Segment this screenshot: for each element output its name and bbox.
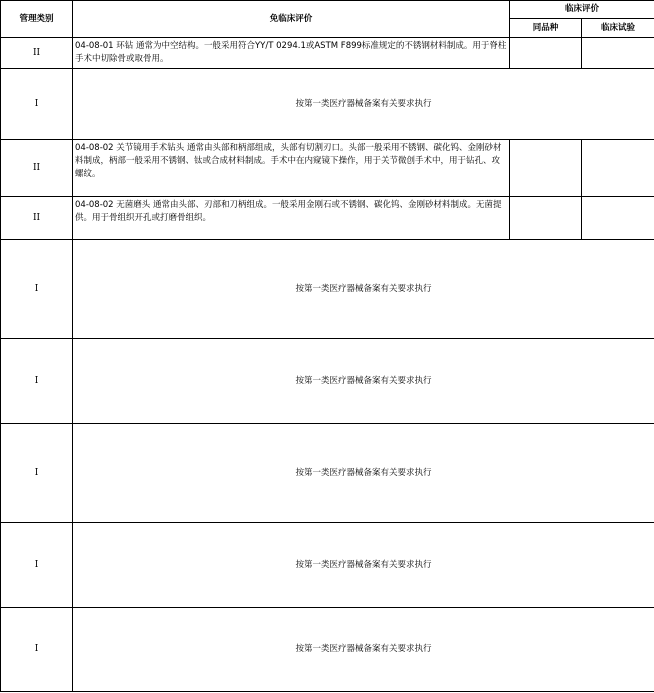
description-cell: 04-08-02 无菌磨头 通常由头部、刃部和刀柄组成。一般采用金刚石或不锈钢、碳化钨、金刚砂材料制成。无菌提供。用于骨组织开孔或打磨骨组织。 [73, 197, 510, 240]
same-variety-cell [510, 38, 582, 69]
table-row [1, 339, 654, 424]
header-mgmt-category: 管理类别 [1, 1, 73, 38]
filing-requirement-cell: 按第一类医疗器械备案有关要求执行 [73, 608, 654, 692]
header-exempt-evaluation: 免临床评价 [73, 1, 510, 38]
category-cell: II [1, 197, 73, 240]
filing-requirement-cell: 按第一类医疗器械备案有关要求执行 [73, 240, 654, 339]
description-cell: 04-08-02 关节镜用手术钻头 通常由头部和柄部组成，头部有切割刃口。头部一般采用不锈钢、碳化钨、金刚砂材料制成，柄部一般采用不锈钢、钛或合成材料制成。手术中在内窥镜下操作，用于关节微创手术中，用于钻孔、攻螺纹。 [73, 140, 510, 197]
filing-requirement-cell: 按第一类医疗器械备案有关要求执行 [73, 523, 654, 608]
clinical-trial-cell [582, 38, 654, 69]
table-row [1, 424, 654, 523]
category-cell: II [1, 38, 73, 69]
same-variety-cell [510, 140, 582, 197]
table-row [1, 38, 654, 69]
category-cell: II [1, 140, 73, 197]
clinical-trial-cell [582, 197, 654, 240]
category-cell: I [1, 608, 73, 692]
category-cell: I [1, 523, 73, 608]
filing-requirement-cell: 按第一类医疗器械备案有关要求执行 [73, 339, 654, 424]
clinical-trial-cell [582, 140, 654, 197]
filing-requirement-cell: 按第一类医疗器械备案有关要求执行 [73, 424, 654, 523]
category-cell: I [1, 69, 73, 140]
header-same-variety: 同品种 [510, 19, 582, 38]
table-row [1, 140, 654, 197]
same-variety-cell [510, 197, 582, 240]
table-row [1, 69, 654, 140]
header-clinical-evaluation: 临床评价 [510, 1, 654, 19]
table-row [1, 240, 654, 339]
table-row [1, 608, 654, 692]
description-cell: 04-08-01 环钻 通常为中空结构。一般采用符合YY/T 0294.1或ASTM F899标准规定的不锈钢材料制成。用于脊柱手术中切除骨或取骨用。 [73, 38, 510, 69]
header-clinical-trial: 临床试验 [582, 19, 654, 38]
category-cell: I [1, 424, 73, 523]
filing-requirement-cell: 按第一类医疗器械备案有关要求执行 [73, 69, 654, 140]
table-row [1, 197, 654, 240]
table-row [1, 523, 654, 608]
category-cell: I [1, 339, 73, 424]
category-cell: I [1, 240, 73, 339]
